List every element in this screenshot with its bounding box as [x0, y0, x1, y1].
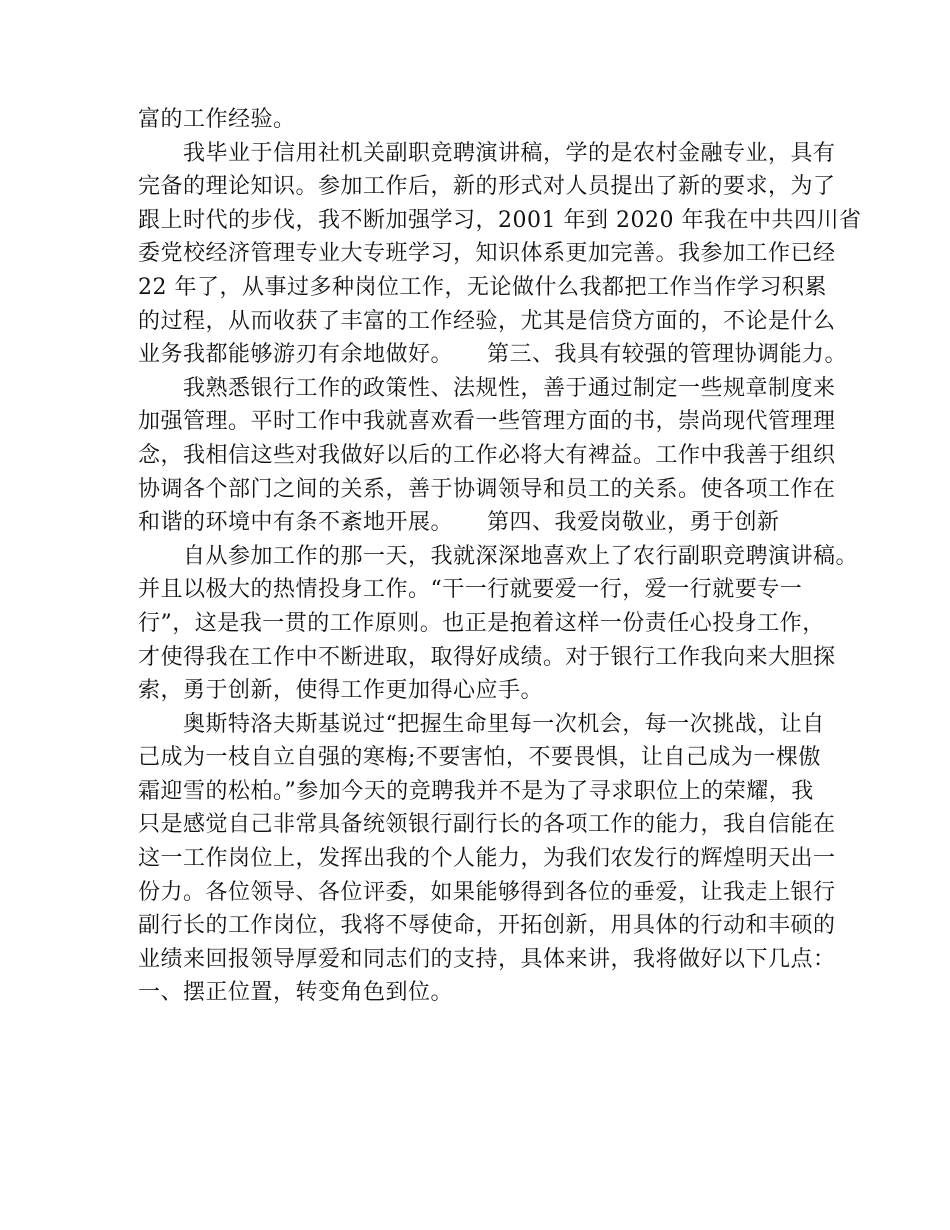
text-line: 业务我都能够游刃有余地做好。 第三、我具有较强的管理协调能力。: [138, 342, 848, 368]
text-line: 霜迎雪的松柏。”参加今天的竞聘我并不是为了寻求职位上的荣耀，我: [138, 778, 814, 804]
text-line: 富的工作经验。: [138, 107, 296, 132]
text-line: 自从参加工作的那一天，我就深深地喜欢上了农行副职竞聘演讲稿。: [183, 543, 859, 569]
text-line: 我熟悉银行工作的政策性、法规性，善于通过制定一些规章制度来: [183, 375, 836, 401]
text-line: 的过程，从而收获了丰富的工作经验，尤其是信贷方面的，不论是什么: [138, 308, 836, 334]
text-line: 行”，这是我一贯的工作原则。也正是抱着这样一份责任心投身工作，: [138, 610, 825, 636]
text-line: 并且以极大的热情投身工作。“干一行就要爱一行，爱一行就要专一: [138, 577, 803, 603]
text-line: 22 年了，从事过多种岗位工作，无论做什么我都把工作当作学习积累: [138, 274, 827, 300]
text-line: 完备的理论知识。参加工作后，新的形式对人员提出了新的要求，为了: [138, 174, 836, 200]
text-line: 业绩来回报领导厚爱和同志们的支持，具体来讲，我将做好以下几点：: [138, 946, 836, 972]
text-line: 加强管理。平时工作中我就喜欢看一些管理方面的书，崇尚现代管理理: [138, 409, 836, 435]
text-line: 和谐的环境中有条不紊地开展。 第四、我爱岗敬业，勇于创新: [138, 510, 780, 536]
text-line: 只是感觉自己非常具备统领银行副行长的各项工作的能力，我自信能在: [138, 812, 836, 838]
text-line: 协调各个部门之间的关系，善于协调领导和员工的关系。使各项工作在: [138, 476, 836, 502]
text-line: 委党校经济管理专业大专班学习，知识体系更加完善。我参加工作已经: [138, 241, 836, 267]
text-line: 奥斯特洛夫斯基说过“把握生命里每一次机会，每一次挑战，让自: [183, 711, 825, 737]
text-line: 副行长的工作岗位，我将不辱使命，开拓创新，用具体的行动和丰硕的: [138, 913, 836, 939]
text-line: 一、摆正位置，转变角色到位。: [138, 980, 454, 1006]
text-line: 才使得我在工作中不断进取，取得好成绩。对于银行工作我向来大胆探: [138, 644, 836, 670]
text-line: 念，我相信这些对我做好以后的工作必将大有裨益。工作中我善于组织: [138, 442, 836, 468]
text-line: 这一工作岗位上，发挥出我的个人能力，为我们农发行的辉煌明天出一: [138, 846, 836, 872]
text-line: 索，勇于创新，使得工作更加得心应手。: [138, 678, 544, 704]
text-line: 己成为一枝自立自强的寒梅;不要害怕，不要畏惧，让自己成为一棵傲: [138, 745, 821, 771]
text-line: 跟上时代的步伐，我不断加强学习，2001 年到 2020 年我在中共四川省: [138, 207, 862, 233]
text-line: 我毕业于信用社机关副职竞聘演讲稿，学的是农村金融专业，具有: [183, 140, 836, 166]
document-body: [138, 103, 862, 1010]
text-line: 份力。各位领导、各位评委，如果能够得到各位的垂爱，让我走上银行: [138, 879, 836, 905]
